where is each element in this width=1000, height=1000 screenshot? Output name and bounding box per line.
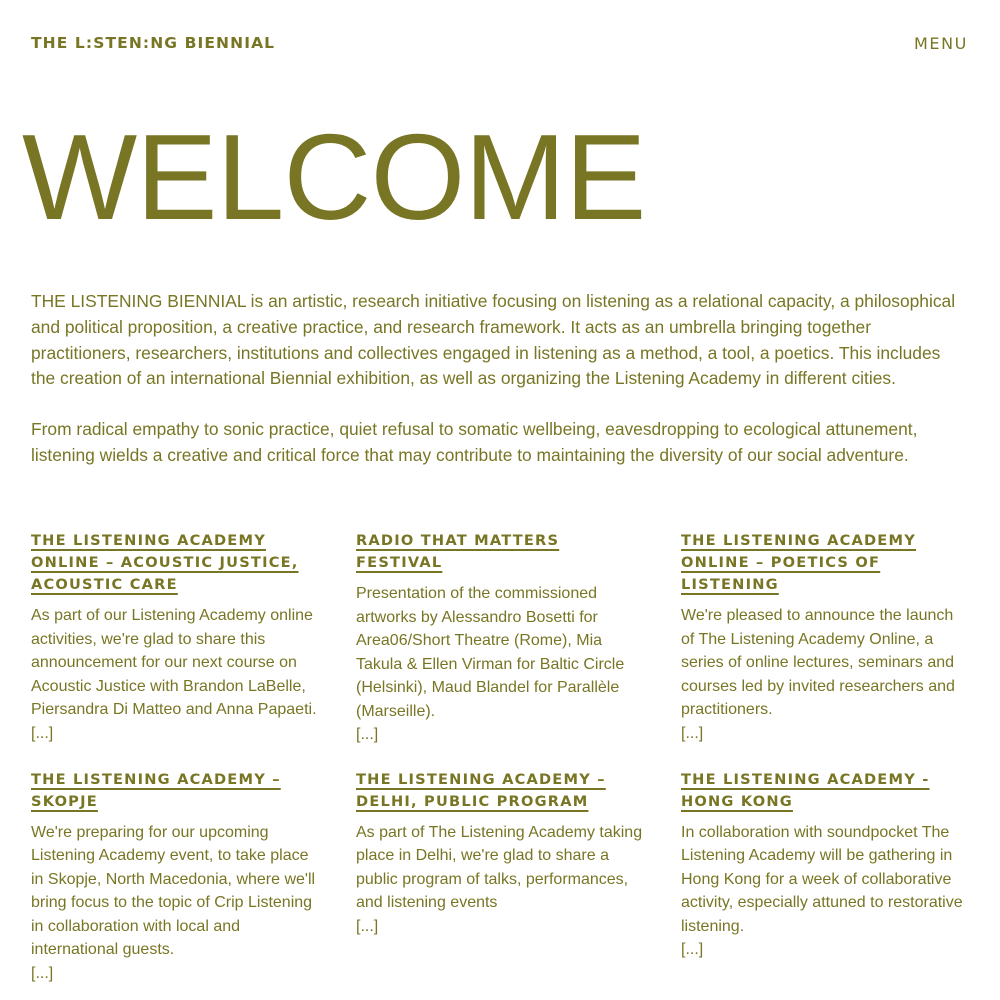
menu-button[interactable]: MENU xyxy=(914,33,968,53)
post-card xyxy=(356,769,646,986)
posts-grid xyxy=(31,530,971,985)
post-title-link[interactable]: THE LISTENING ACADEMY ONLINE – POETICS OF LISTENING xyxy=(681,532,916,593)
read-more-link[interactable]: [...] xyxy=(31,724,54,742)
post-card xyxy=(31,769,321,986)
post-title-link[interactable]: RADIO THAT MATTERS FESTIVAL xyxy=(356,532,560,571)
post-excerpt: We're pleased to announce the launch of The Listening Academy Online, a series of online lectures, seminars and courses led by invited researchers and practitioners. xyxy=(681,607,955,718)
page-title: WELCOME xyxy=(22,109,646,245)
intro-section xyxy=(31,289,966,494)
post-excerpt: In collaboration with soundpocket The Listening Academy will be gathering in Hong Kong for a week of collaborative activity, especially attuned to restorative listening. xyxy=(681,823,963,935)
intro-paragraph: From radical empathy to sonic practice, quiet refusal to somatic wellbeing, eavesdropping to ecological attunement, listening wields a creative and critical force that may contribute to maintaining the diversity of our social adventure. xyxy=(31,419,918,465)
read-more-link[interactable]: [...] xyxy=(356,726,379,743)
post-title-link[interactable]: THE LISTENING ACADEMY – DELHI, PUBLIC PROGRAM xyxy=(356,770,606,810)
post-excerpt: We're preparing for our upcoming Listening Academy event, to take place in Skopje, North Macedonia, where we'll bring focus to the topic of Crip Listening in collaboration with local and international guests. xyxy=(31,823,316,958)
post-title-link[interactable]: THE LISTENING ACADEMY - HONG KONG xyxy=(681,770,930,810)
intro-paragraph: THE LISTENING BIENNIAL is an artistic, research initiative focusing on listening as a relational capacity, a philosophical and political proposition, a creative practice, and research framework. It acts as an umbrella bringing together practitioners, researchers, institutions and collectives engaged in listening as a method, a tool, a poetics. This includes the creation of an international Biennial exhibition, as well as organizing the Listening Academy in different cities. xyxy=(31,291,956,389)
post-title-link[interactable]: THE LISTENING ACADEMY – SKOPJE xyxy=(31,770,281,810)
post-excerpt: As part of our Listening Academy online activities, we're glad to share this announcement for our next course on Acoustic Justice with Brandon LaBelle, Piersandra Di Matteo and Anna Papaeti. xyxy=(31,607,317,718)
site-header xyxy=(31,33,968,53)
post-card xyxy=(681,769,971,986)
post-card xyxy=(31,530,321,747)
read-more-link[interactable]: [...] xyxy=(681,724,704,742)
post-excerpt: Presentation of the commissioned artworks by Alessandro Bosetti for Area06/Short Theatre (Rome), Mia Takula & Ellen Virman for Baltic Circle (Helsinki), Maud Blandel for Parallèle (Marseille). xyxy=(356,585,625,720)
site-logo[interactable]: THE L:STEN:NG BIENNIAL xyxy=(31,34,276,52)
read-more-link[interactable]: [...] xyxy=(681,941,704,958)
post-card xyxy=(356,530,646,747)
post-card xyxy=(681,530,971,747)
read-more-link[interactable]: [...] xyxy=(356,917,379,935)
post-excerpt: As part of The Listening Academy taking place in Delhi, we're glad to share a public program of talks, performances, and listening events xyxy=(356,823,643,911)
read-more-link[interactable]: [...] xyxy=(31,964,54,982)
post-title-link[interactable]: THE LISTENING ACADEMY ONLINE – ACOUSTIC JUSTICE, ACOUSTIC CARE xyxy=(31,532,299,593)
